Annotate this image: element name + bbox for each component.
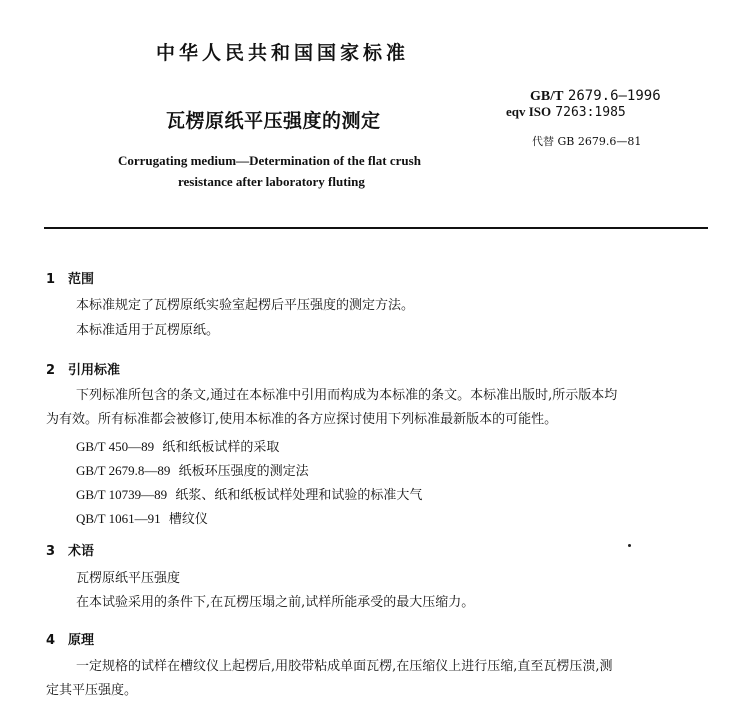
section-2-heading [46, 359, 120, 378]
replaces-standard: 代替 GB 2679.6—81 [532, 135, 642, 148]
eqv-number: 7263:1985 [555, 105, 626, 120]
section-number: 2 [46, 363, 56, 378]
reference-title: 槽纹仪 [168, 512, 208, 527]
reference-item [76, 484, 422, 503]
term-definition: 在本试验采用的条件下,在瓦楞压塌之前,试样所能承受的最大压缩力。 [76, 595, 475, 610]
section-1-line: 本标准规定了瓦楞原纸实验室起楞后平压强度的测定方法。 [76, 298, 415, 313]
section-4-paragraph-line1: 一定规格的试样在槽纹仪上起楞后,用胶带粘成单面瓦楞,在压缩仪上进行压缩,直至瓦楞压溃,测 [76, 659, 613, 674]
section-number: 3 [46, 544, 56, 559]
section-number: 1 [46, 272, 56, 287]
standard-number: 2679.6—1996 [567, 88, 661, 104]
section-2-paragraph-line1: 下列标准所包含的条文,通过在本标准中引用而构成为本标准的条文。本标准出版时,所示版本均 [76, 388, 618, 403]
scan-speck [628, 544, 631, 547]
reference-code: QB/T 1061—91 [76, 511, 161, 526]
section-title: 引用标准 [68, 363, 121, 378]
section-title: 术语 [68, 544, 95, 559]
section-4-paragraph-line2: 定其平压强度。 [46, 683, 138, 698]
section-2-paragraph-line2: 为有效。所有标准都会被修订,使用本标准的各方应探讨使用下列标准最新版本的可能性。 [46, 412, 558, 427]
equivalent-standard [506, 104, 626, 120]
reference-title: 纸和纸板试样的采取 [162, 440, 280, 455]
document-title: 瓦楞原纸平压强度的测定 [166, 110, 381, 132]
section-1-heading [46, 268, 94, 287]
reference-item [76, 508, 208, 527]
section-number: 4 [46, 633, 56, 648]
reference-title: 纸浆、纸和纸板试样处理和试验的标准大气 [175, 488, 423, 503]
section-title: 原理 [68, 633, 95, 648]
section-3-heading [46, 540, 94, 559]
reference-title: 纸板环压强度的测定法 [178, 464, 309, 479]
reference-code: GB/T 2679.8—89 [76, 463, 171, 478]
header-divider [44, 227, 708, 229]
eqv-prefix: eqv ISO [506, 104, 552, 119]
section-4-heading [46, 629, 94, 648]
english-title-line2: resistance after laboratory fluting [178, 174, 365, 189]
reference-code: GB/T 450—89 [76, 439, 155, 454]
standard-code [530, 88, 661, 105]
english-title-line1: Corrugating medium—Determination of the flat crush [118, 153, 421, 168]
reference-item [76, 436, 279, 455]
reference-item [76, 460, 309, 479]
term-name: 瓦楞原纸平压强度 [76, 571, 181, 586]
standard-prefix: GB/T [530, 89, 564, 104]
reference-code: GB/T 10739—89 [76, 487, 168, 502]
section-1-line: 本标准适用于瓦楞原纸。 [76, 323, 220, 338]
section-title: 范围 [68, 272, 95, 287]
agency-header: 中华人民共和国国家标准 [156, 42, 410, 64]
